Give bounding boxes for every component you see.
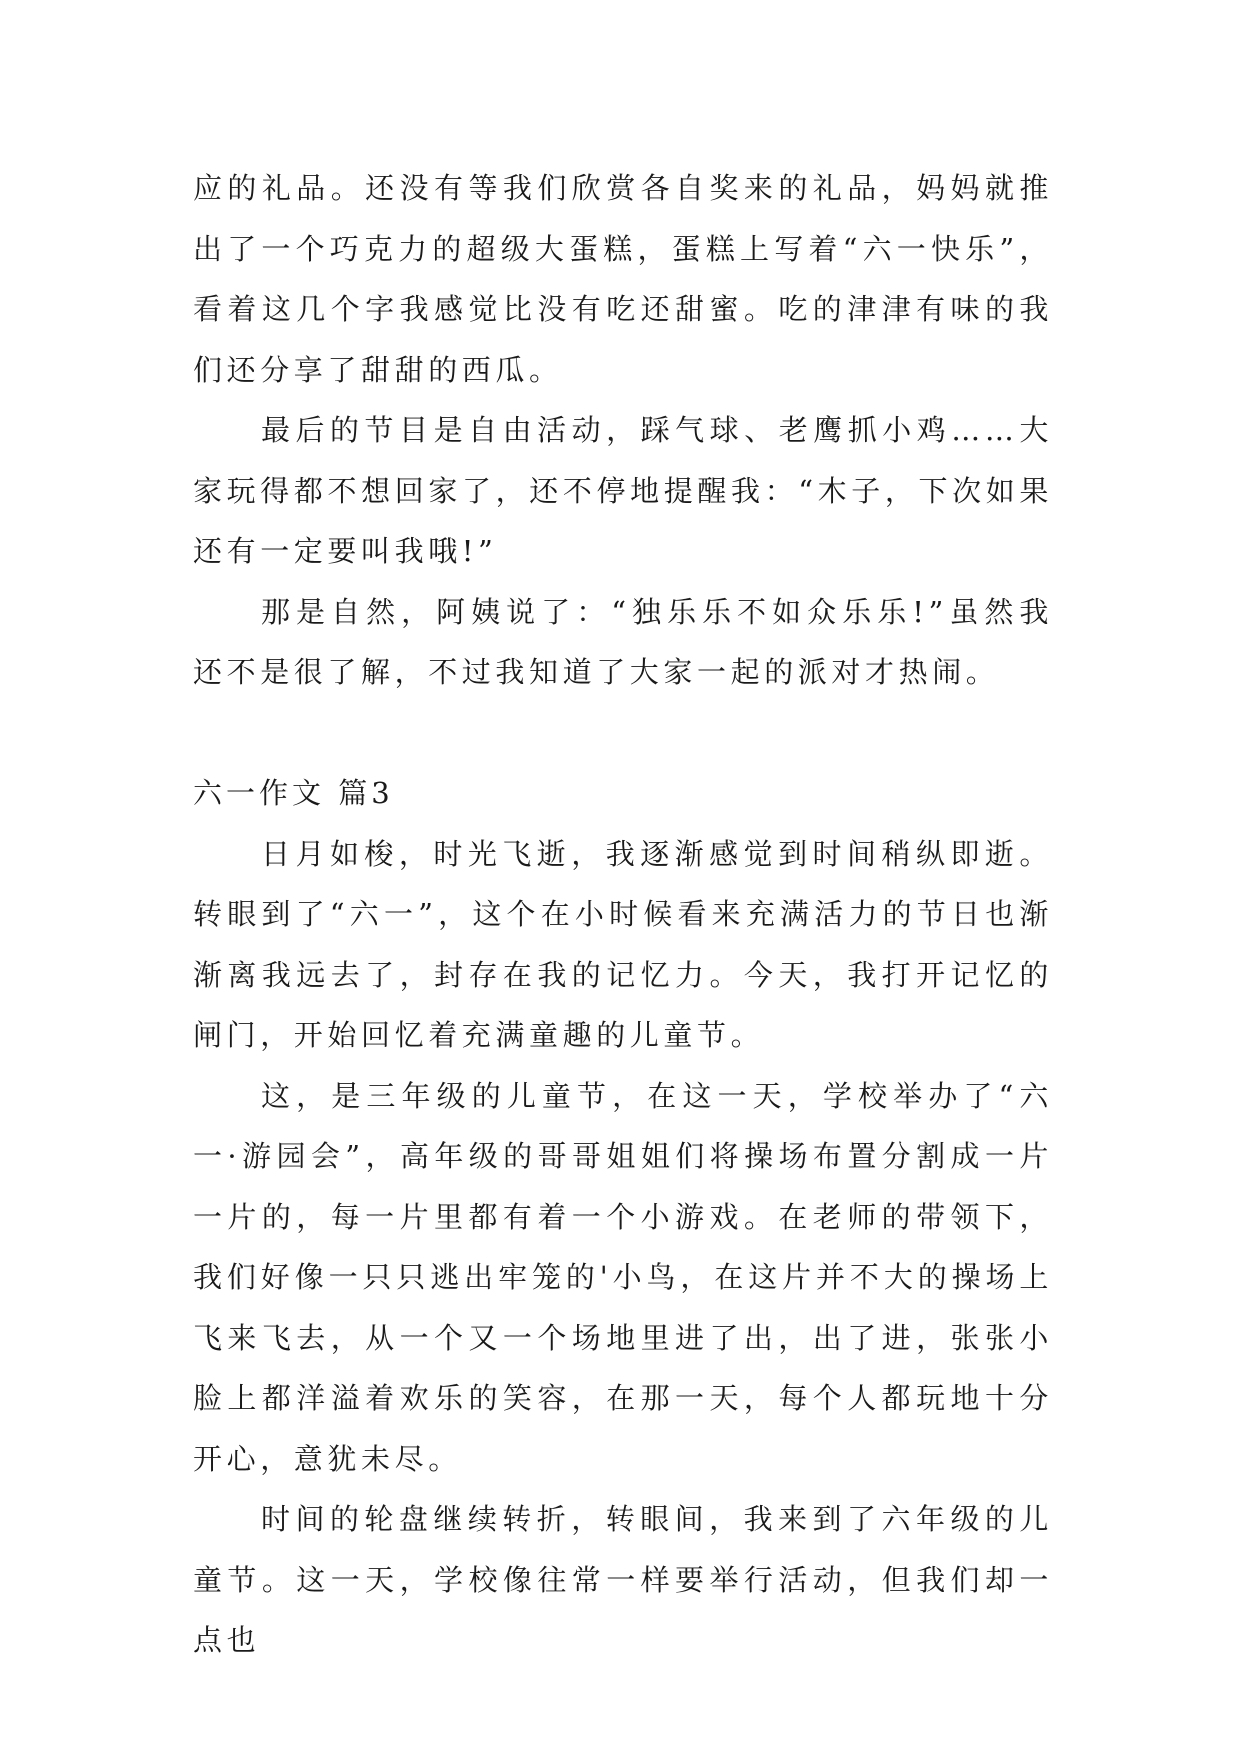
blank-line: [193, 703, 1053, 764]
paragraph-free-activity: 最后的节目是自由活动，踩气球、老鹰抓小鸡……大家玩得都不想回家了，还不停地提醒我：“木子，下次如果还有一定要叫我哦!”: [193, 413, 1053, 568]
paragraph-time-flies: 日月如梭，时光飞逝，我逐渐感觉到时间稍纵即逝。转眼到了“六一”，这个在小时候看来充满活力的节日也渐渐离我远去了，封存在我的记忆力。今天，我打开记忆的闸门，开始回忆着充满童趣的儿童节。: [193, 836, 1053, 1052]
document-page: [193, 158, 1053, 1671]
paragraph-gift-cake: 应的礼品。还没有等我们欣赏各自奖来的礼品，妈妈就推出了一个巧克力的超级大蛋糕，蛋糕上写着“六一快乐”，看着这几个字我感觉比没有吃还甜蜜。吃的津津有味的我们还分享了甜甜的西瓜。: [193, 171, 1053, 387]
paragraph-sixth-grade: 时间的轮盘继续转折，转眼间，我来到了六年级的儿童节。这一天，学校像往常一样要举行活动，但我们却一点也: [193, 1502, 1053, 1657]
section-heading: 六一作文 篇3: [193, 776, 394, 810]
paragraph-share-joy: 那是自然，阿姨说了：“独乐乐不如众乐乐!”虽然我还不是很了解，不过我知道了大家一起的派对才热闹。: [193, 594, 1053, 689]
paragraph-third-grade: 这，是三年级的儿童节，在这一天，学校举办了“六一·游园会”，高年级的哥哥姐姐们将操场布置分割成一片一片的，每一片里都有着一个小游戏。在老师的带领下，我们好像一只只逃出牢笼的'小鸟，在这片并不大的操场上飞来飞去，从一个又一个场地里进了出，出了进，张张小脸上都洋溢着欢乐的笑容，在那一天，每个人都玩地十分开心，意犹未尽。: [193, 1078, 1053, 1476]
